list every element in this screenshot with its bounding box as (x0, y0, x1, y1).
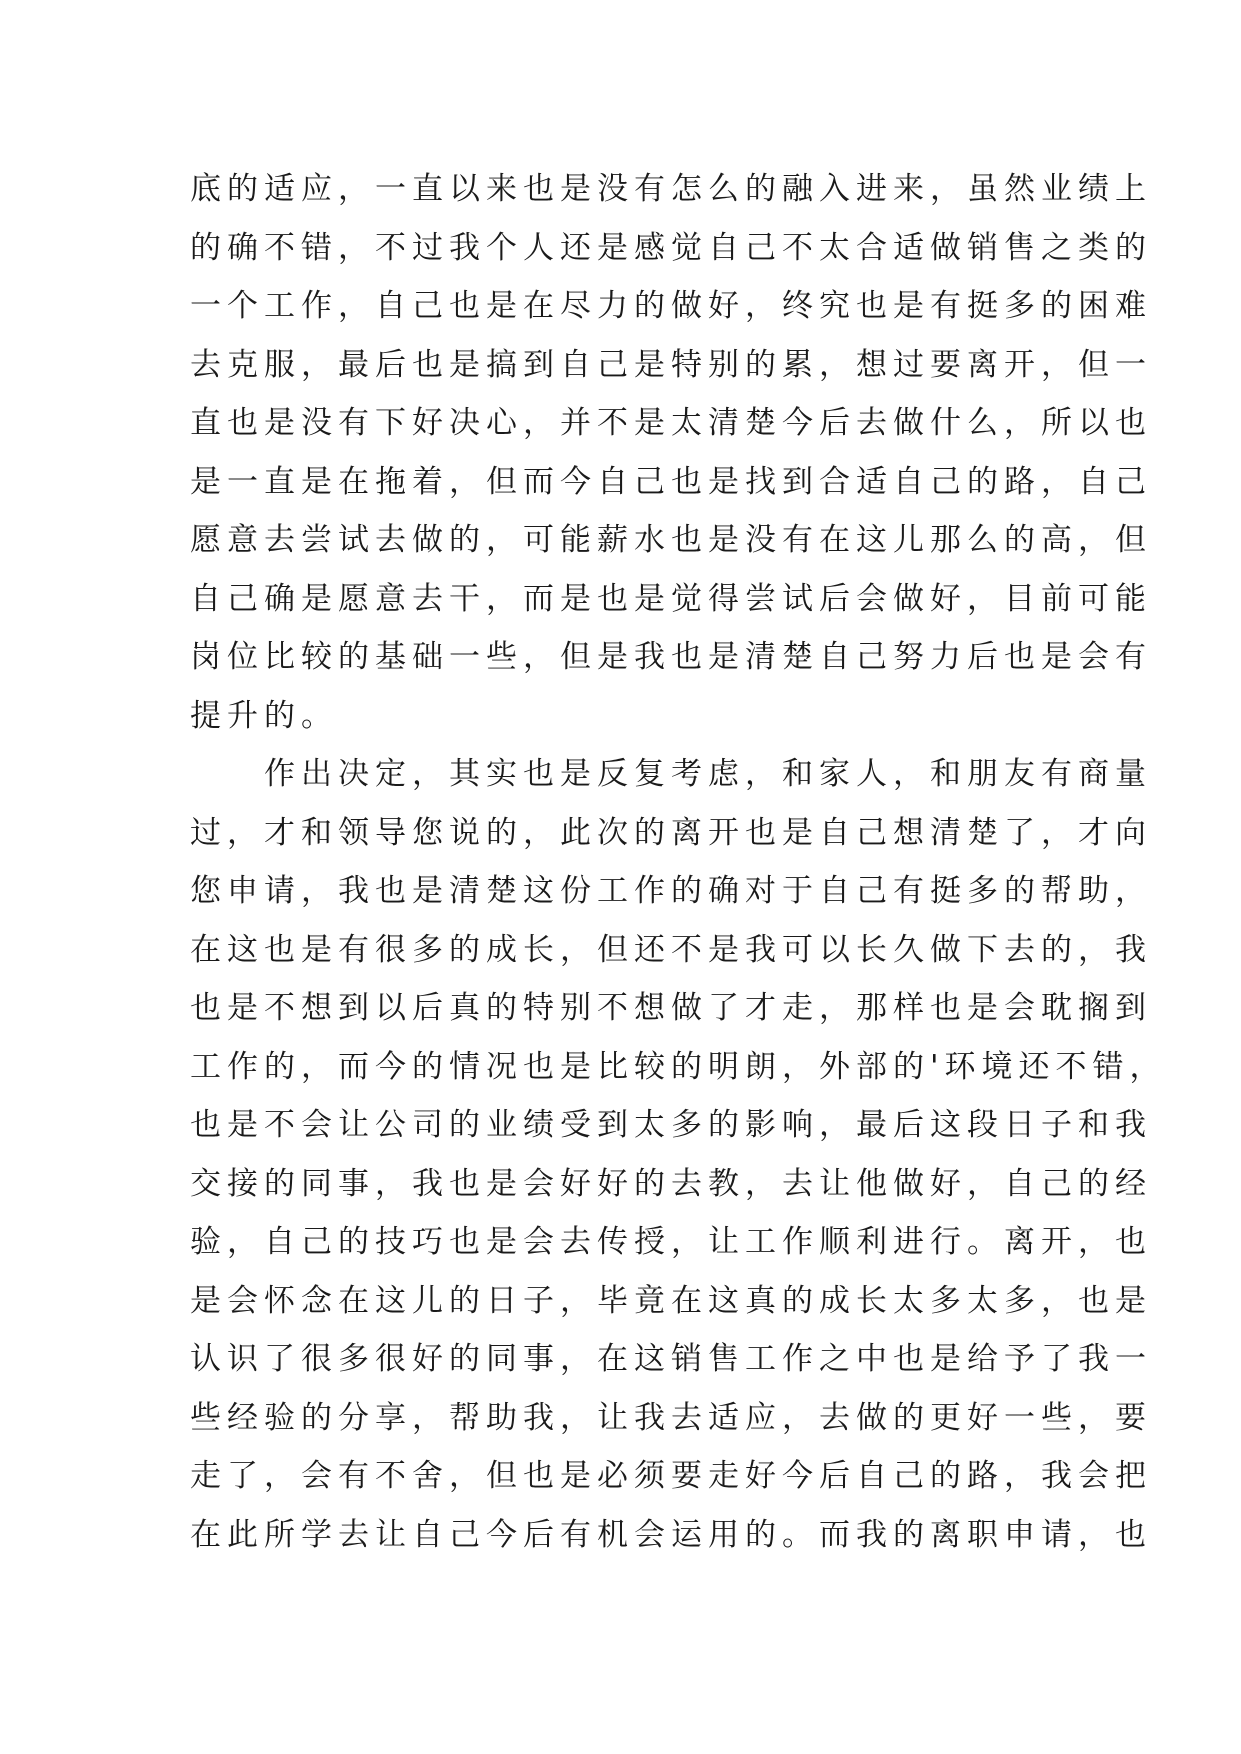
text-line: 也是不会让公司的业绩受到太多的影响，最后这段日子和我 (190, 1107, 1152, 1143)
text-line: 走了，会有不舍，但也是必须要走好今后自己的路，我会把 (190, 1458, 1152, 1494)
text-line: 底的适应，一直以来也是没有怎么的融入进来，虽然业绩上 (190, 171, 1152, 207)
text-line: 的确不错，不过我个人还是感觉自己不太合适做销售之类的 (190, 229, 1152, 266)
body-text (190, 160, 1167, 1564)
text-line: 岗位比较的基础一些，但是我也是清楚自己努力后也是会有 (190, 639, 1152, 675)
text-line: 些经验的分享，帮助我，让我去适应，去做的更好一些，要 (190, 1399, 1152, 1436)
text-line: 交接的同事，我也是会好好的去教，去让他做好，自己的经 (190, 1165, 1152, 1202)
text-line: 是一直是在拖着，但而今自己也是找到合适自己的路，自己 (190, 463, 1152, 500)
text-line: 过，才和领导您说的，此次的离开也是自己想清楚了，才向 (190, 814, 1152, 851)
text-line: 在这也是有很多的成长，但还不是我可以长久做下去的，我 (190, 931, 1152, 968)
text-line: 您申请，我也是清楚这份工作的确对于自己有挺多的帮助， (190, 873, 1152, 909)
text-line: 认识了很多很好的同事，在这销售工作之中也是给予了我一 (190, 1341, 1152, 1377)
text-line: 验，自己的技巧也是会去传授，让工作顺利进行。离开，也 (190, 1224, 1152, 1260)
text-line: 工作的，而今的情况也是比较的明朗，外部的'环境还不错， (190, 1048, 1167, 1085)
text-line: 一个工作，自己也是在尽力的做好，终究也是有挺多的困难 (190, 288, 1152, 324)
text-line: 也是不想到以后真的特别不想做了才走，那样也是会耽搁到 (190, 990, 1152, 1026)
text-line: 提升的。 (190, 697, 338, 734)
text-line: 自己确是愿意去干，而是也是觉得尝试后会做好，目前可能 (190, 580, 1152, 617)
text-line: 是会怀念在这儿的日子，毕竟在这真的成长太多太多，也是 (190, 1282, 1152, 1319)
text-line: 去克服，最后也是搞到自己是特别的累，想过要离开，但一 (190, 346, 1152, 383)
text-line: 愿意去尝试去做的，可能薪水也是没有在这儿那么的高，但 (190, 522, 1152, 558)
text-line: 直也是没有下好决心，并不是太清楚今后去做什么，所以也 (190, 405, 1152, 441)
text-line: 作出决定，其实也是反复考虑，和家人，和朋友有商量 (190, 756, 1152, 792)
text-line: 在此所学去让自己今后有机会运用的。而我的离职申请，也 (190, 1516, 1152, 1553)
